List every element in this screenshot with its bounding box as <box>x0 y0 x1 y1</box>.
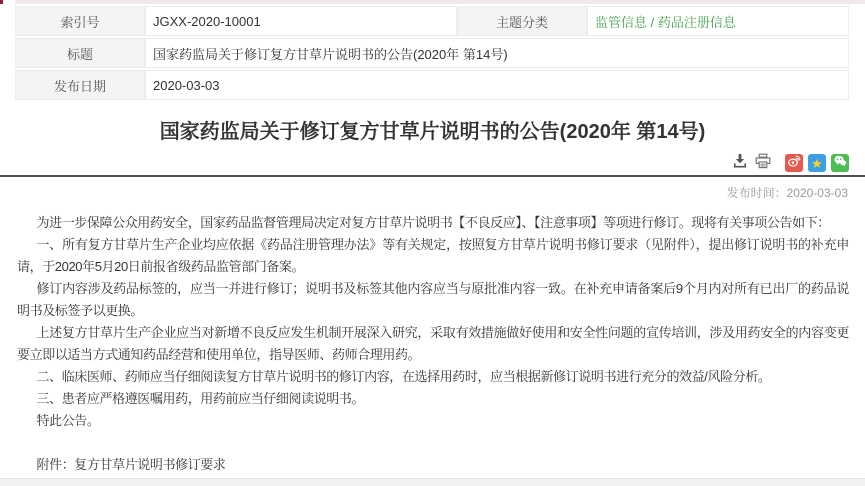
wechat-share-icon <box>833 154 847 173</box>
qzone-share-button[interactable] <box>808 154 826 172</box>
meta-row-index <box>15 6 849 36</box>
download-button[interactable] <box>731 154 749 172</box>
closing-statement: 特此公告。 <box>36 413 100 428</box>
bottom-strip <box>0 478 865 486</box>
paragraph: 三、患者应严格遵医嘱用药，用药前应当仔细阅读说明书。 <box>36 391 365 406</box>
meta-row-publish-date <box>15 70 849 100</box>
meta-value-publish-date: 2020-03-03 <box>145 70 849 100</box>
paragraph: 上述复方甘草片生产企业应当对新增不良反应发生机制开展深入研究，采取有效措施做好使用和安全性问题的宣传培训，涉及用药安全的内容变更要立即以适当方式通知药品经营和使用单位，指导医师、药师合理用药。 <box>17 325 849 362</box>
download-icon <box>732 153 748 174</box>
paragraph: 修订内容涉及药品标签的，应当一并进行修订；说明书及标签其他内容应当与原批准内容一致。在补充申请备案后9个月内对所有已出厂的药品说明书及标签予以更换。 <box>17 281 849 318</box>
paragraph: 一、所有复方甘草片生产企业均应依据《药品注册管理办法》等有关规定，按照复方甘草片说明书修订要求（见附件），提出修订说明书的补充申请，于2020年5月20日前报省级药品监管部门备案。 <box>17 237 849 274</box>
weibo-share-button[interactable] <box>785 154 803 172</box>
document-meta-table <box>15 4 849 102</box>
meta-label-subject-category: 主题分类 <box>457 6 587 36</box>
print-icon <box>755 153 771 174</box>
meta-value-index-number: JGXX-2020-10001 <box>145 6 457 36</box>
share-toolbar <box>0 154 849 172</box>
page-title: 国家药监局关于修订复方甘草片说明书的公告(2020年 第14号) <box>159 121 706 143</box>
qzone-share-icon: ★ <box>811 155 823 171</box>
paragraph: 二、临床医师、药师应当仔细阅读复方甘草片说明书的修订内容，在选择用药时，应当根据新修订说明书进行充分的效益/风险分析。 <box>36 369 771 384</box>
meta-label-title: 标题 <box>15 38 145 68</box>
paragraph: 为进一步保障公众用药安全，国家药品监督管理局决定对复方甘草片说明书【不良反应】、【注意事项】等项进行修订。现将有关事项公告如下： <box>36 215 830 230</box>
separator-line <box>0 175 865 177</box>
meta-value-subject-category: 监管信息 / 药品注册信息 <box>587 6 849 36</box>
meta-label-publish-date: 发布日期 <box>15 70 145 100</box>
article-body <box>17 212 849 476</box>
weibo-share-icon <box>787 154 801 173</box>
top-left-accent <box>0 0 3 4</box>
meta-row-title <box>15 38 849 68</box>
publish-time: 发布时间：2020-03-03 <box>726 186 848 200</box>
meta-label-index-number: 索引号 <box>15 6 145 36</box>
wechat-share-button[interactable] <box>831 154 849 172</box>
attachment-line: 附件：复方甘草片说明书修订要求 <box>36 457 226 472</box>
meta-value-title: 国家药监局关于修订复方甘草片说明书的公告(2020年 第14号) <box>145 38 849 68</box>
print-button[interactable] <box>754 154 772 172</box>
